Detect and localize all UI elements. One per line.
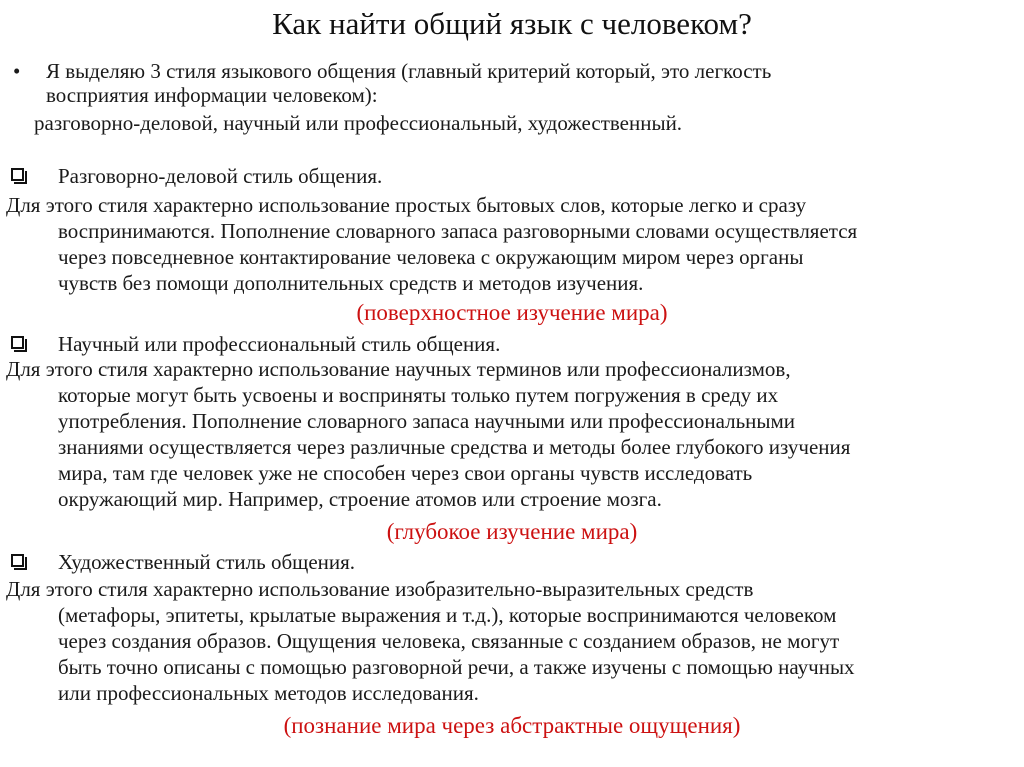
section-2-line-6: окружающий мир. Например, строение атомов или строение мозга. [58,487,662,511]
checkbox-square-icon [11,554,24,567]
section-2-line-1: Для этого стиля характерно использование научных терминов или профессионализмов, [6,357,791,381]
section-2-line-5: мира, там где человек уже не способен через свои органы чувств исследовать [58,461,753,485]
section-3-line-1: Для этого стиля характерно использование изобразительно-выразительных средств [6,577,754,601]
section-1-line-2: воспринимаются. Пополнение словарного запаса разговорными словами осуществляется [58,219,858,243]
bullet-dot: • [13,59,21,83]
section-2-summary: (глубокое изучение мира) [386,519,638,544]
checkbox-square-icon [11,336,24,349]
slide-title: Как найти общий язык с человеком? [272,6,752,41]
section-1-line-4: чувств без помощи дополнительных средств и методов изучения. [58,271,644,295]
section-3-line-2: (метафоры, эпитеты, крылатые выражения и т.д.), которые воспринимаются человеком [58,603,837,627]
section-2-line-2: которые могут быть усвоены и восприняты только путем погружения в среду их [58,383,779,407]
section-1-summary: (поверхностное изучение мира) [356,300,668,325]
section-2-heading: Научный или профессиональный стиль общения. [58,332,501,356]
section-2-line-4: знаниями осуществляется через различные средства и методы более глубокого изучения [58,435,851,459]
section-1-heading: Разговорно-деловой стиль общения. [58,164,383,188]
section-1-line-1: Для этого стиля характерно использование простых бытовых слов, которые легко и сразу [6,193,807,217]
intro-line-3: разговорно-деловой, научный или профессиональный, художественный. [34,111,683,135]
section-3-line-5: или профессиональных методов исследования. [58,681,479,705]
intro-line-2: восприятия информации человеком): [46,83,378,107]
intro-line-1: Я выделяю 3 стиля языкового общения (главный критерий который, это легкость [46,59,772,83]
section-3-heading: Художественный стиль общения. [58,550,356,574]
section-3-summary: (познание мира через абстрактные ощущения) [283,713,741,738]
section-1-line-3: через повседневное контактирование человека с окружающим миром через органы [58,245,804,269]
checkbox-square-icon [11,168,24,181]
section-3-line-3: через создания образов. Ощущения человека, связанные с созданием образов, не могут [58,629,840,653]
section-2-line-3: употребления. Пополнение словарного запаса научными или профессиональными [58,409,796,433]
section-3-line-4: быть точно описаны с помощью разговорной речи, а также изучены с помощью научных [58,655,855,679]
